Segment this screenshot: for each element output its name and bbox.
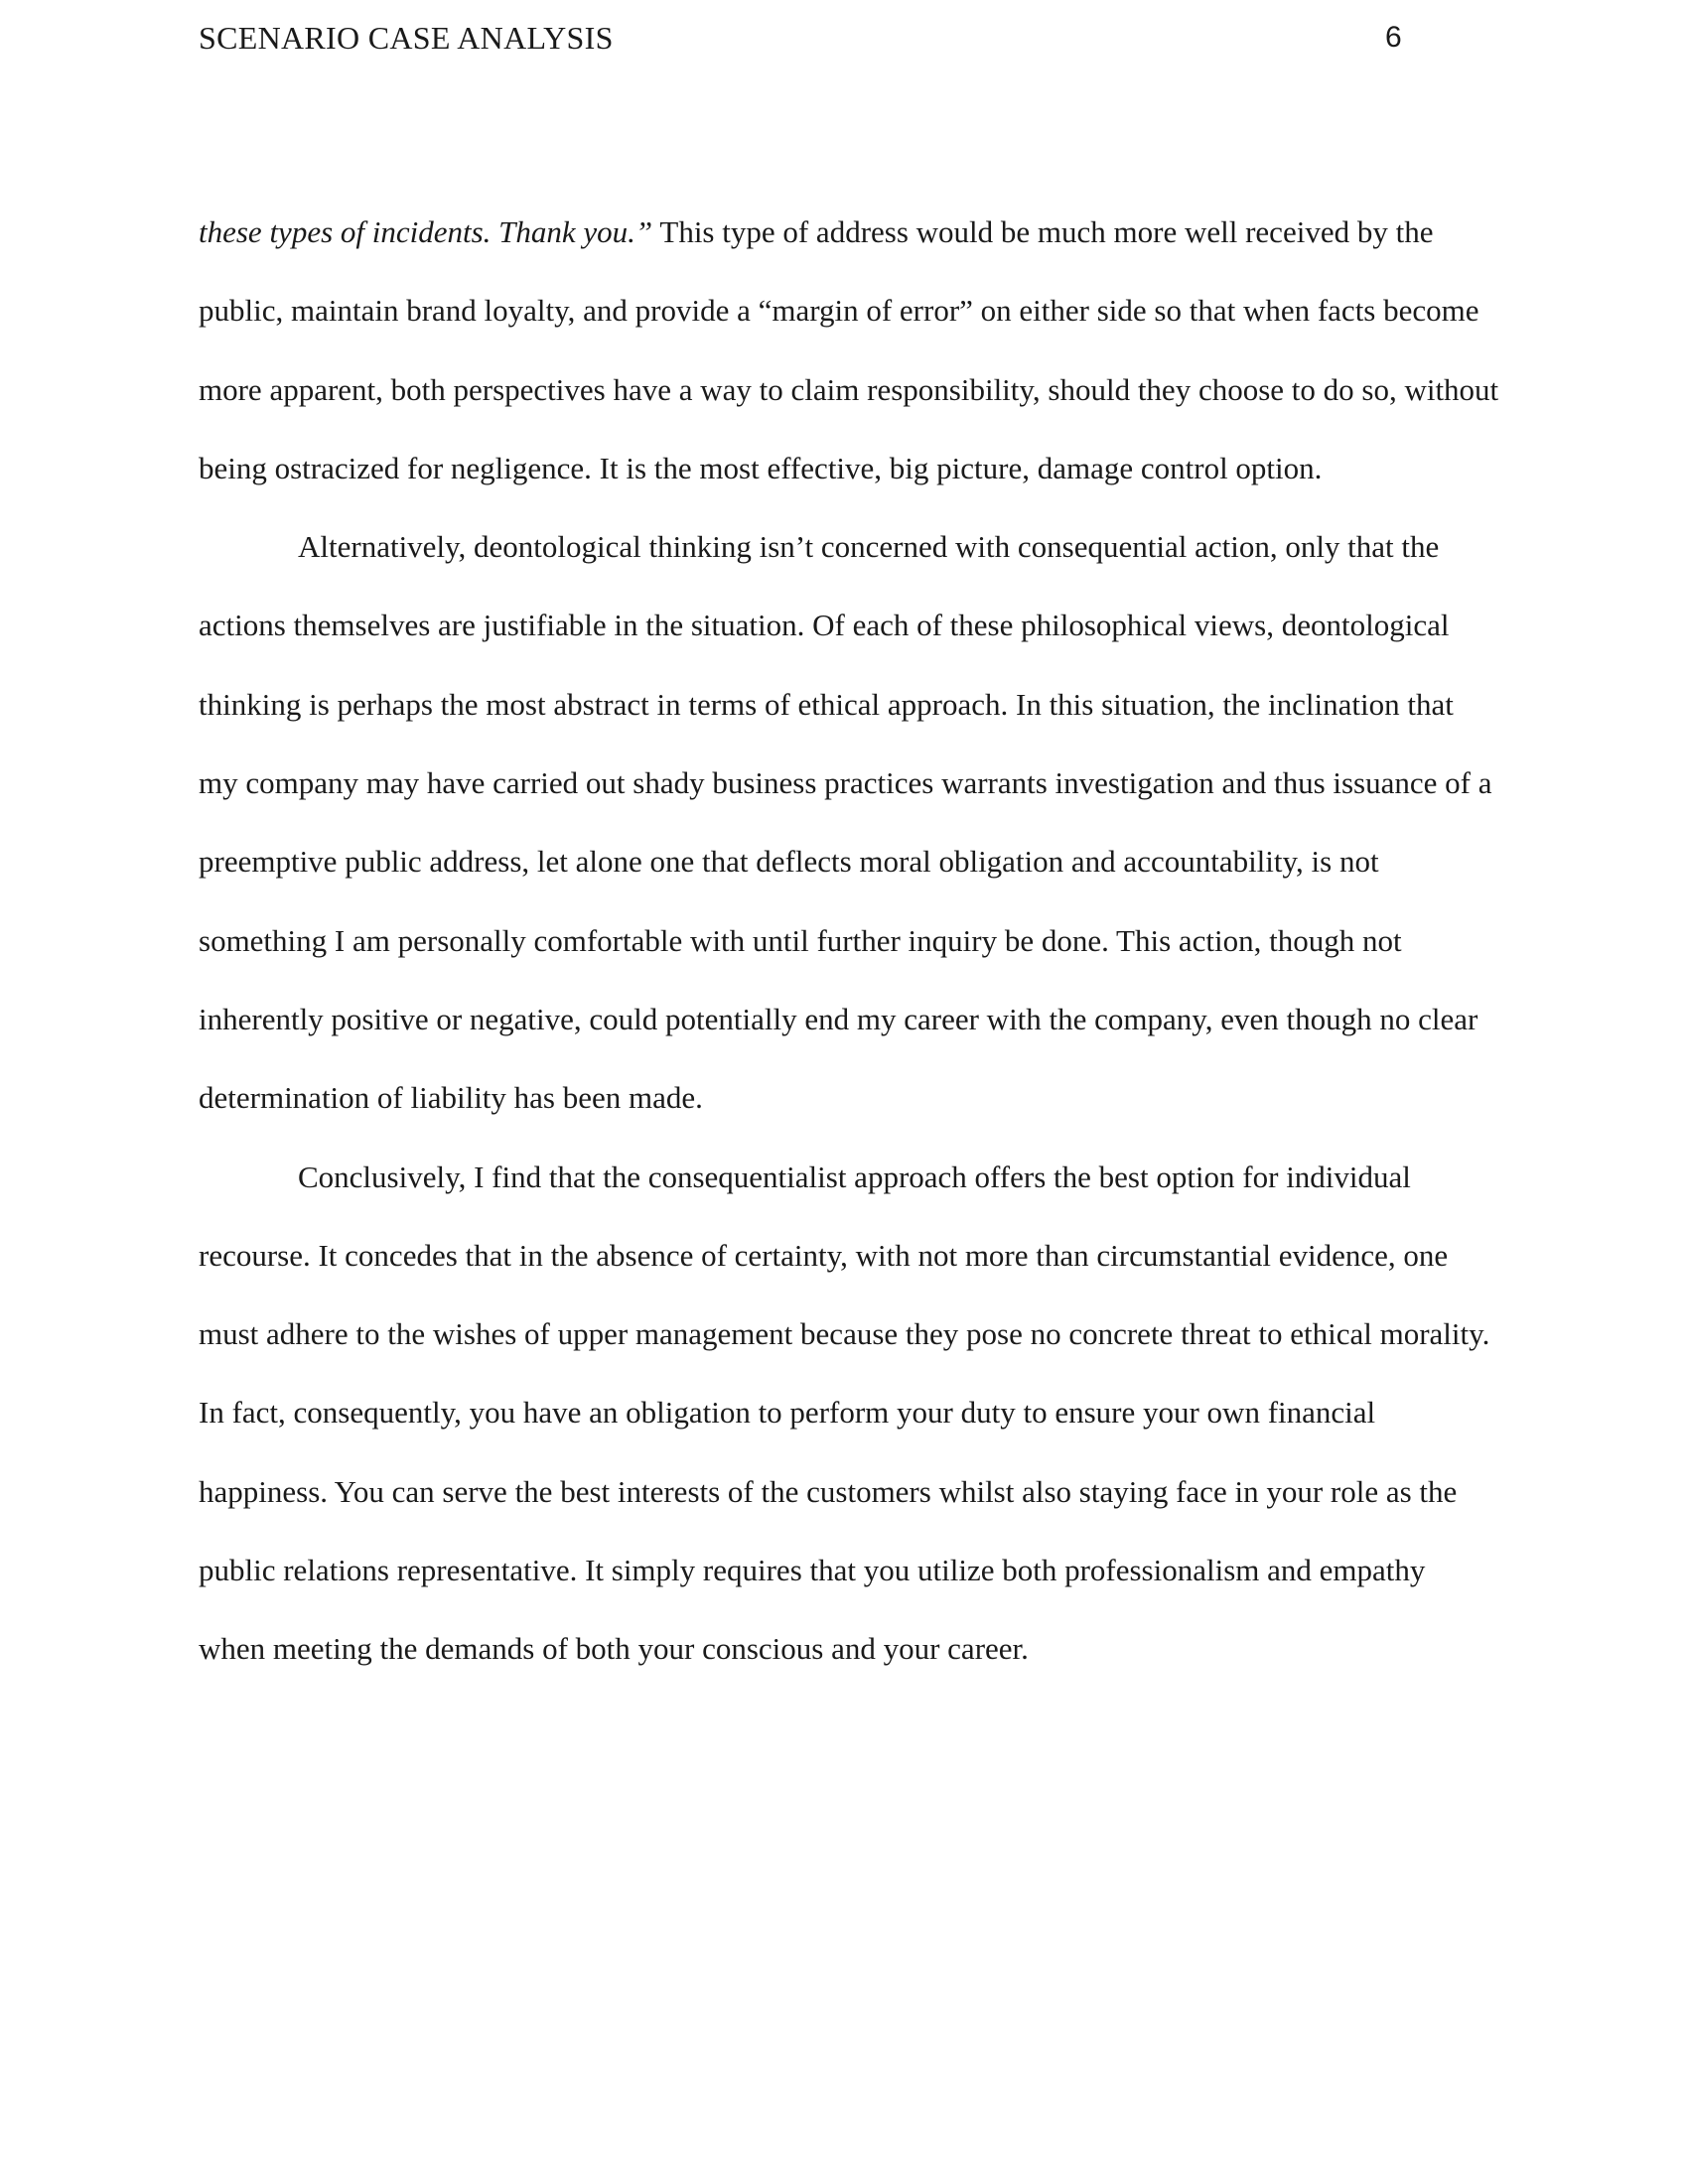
paragraph-conclusion: Conclusively, I find that the consequentialist approach offers the best option for individual recourse. It concedes that in the absence of certainty, with not more than circumstantial evidence, one must adhere to the wishes of upper management because they pose no concrete threat to ethical morality. In fact, consequently, you have an obligation to perform your duty to ensure your own financial happiness. You can serve the best interests of the customers whilst also staying face in your role as the public relations representative. It simply requires that you utilize both professionalism and empathy when meeting the demands of both your conscious and your career. xyxy=(199,1159,1490,1667)
page-number: 6 xyxy=(1385,21,1402,54)
paragraph-deontological: Alternatively, deontological thinking isn’t concerned with consequential action, only that the actions themselves are justifiable in the situation. Of each of these philosophical views, deontological thinking is perhaps the most abstract in terms of ethical approach. In this situation, the inclination that my company may have carried out shady business practices warrants investigation and thus issuance of a preemptive public address, let alone one that deflects moral obligation and accountability, is not something I am personally comfortable with until further inquiry be done. This action, though not inherently positive or negative, could potentially end my career with the company, even though no clear determination of liability has been made. xyxy=(199,529,1492,1116)
paragraph-continuation xyxy=(199,193,1499,507)
running-head: SCENARIO CASE ANALYSIS xyxy=(199,20,614,56)
document-body xyxy=(199,193,1499,1689)
paragraph-text: This type of address would be much more well received by the public, maintain brand loyalty, and provide a “margin of error” on either side so that when facts become more apparent, both perspectives have a way to claim responsibility, should they choose to do so, without being ostracized for negligence. It is the most effective, big picture, damage control option. xyxy=(199,214,1499,485)
quoted-closing-italic: these types of incidents. Thank you.” xyxy=(199,214,653,249)
